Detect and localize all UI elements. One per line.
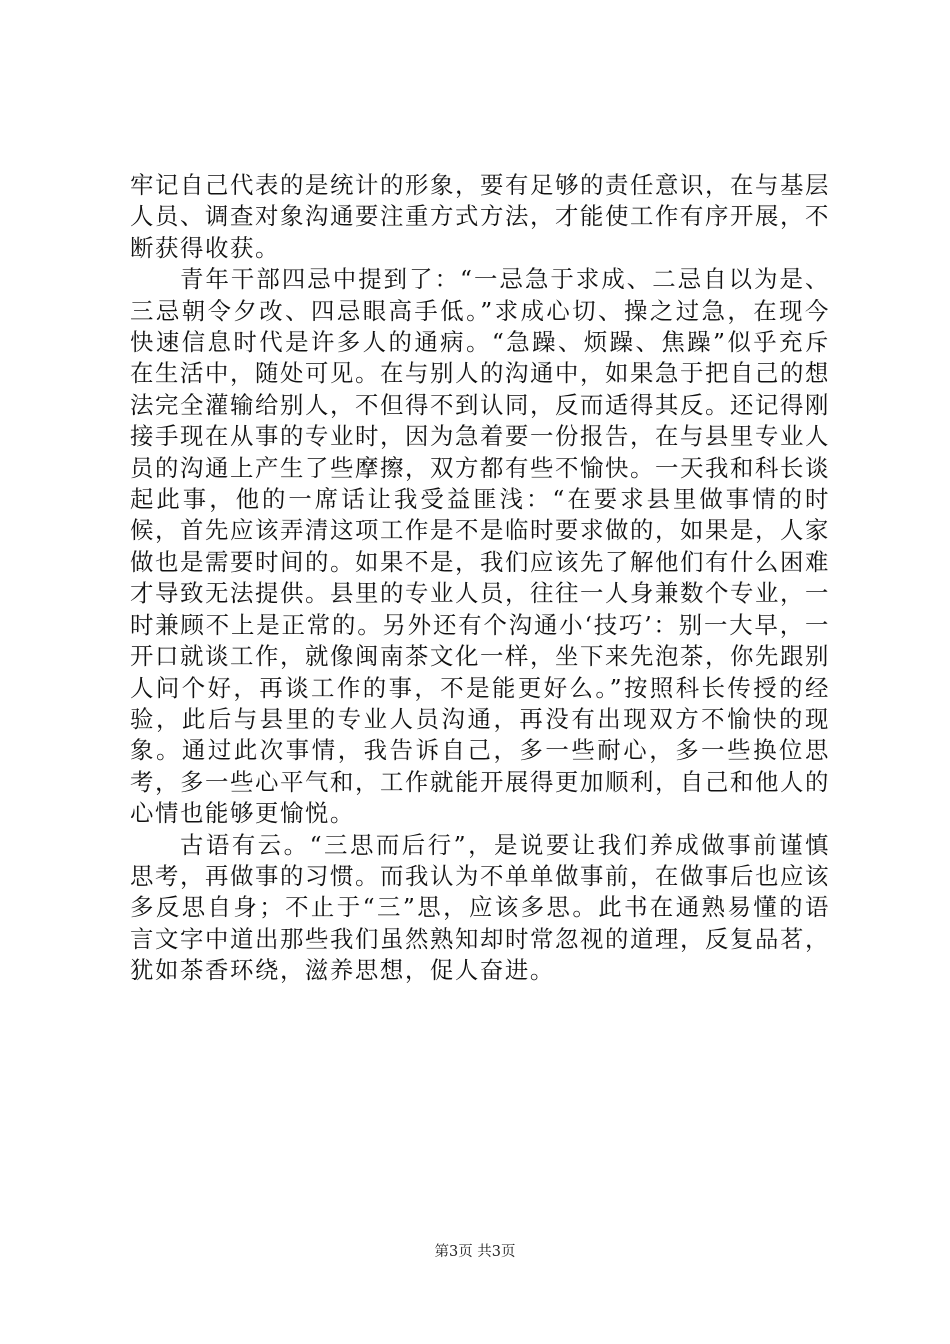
page-footer: 第3页 共3页 <box>434 1244 516 1260</box>
paragraph-youth-cadres: 青年干部四忌中提到了：“一忌急于求成、二忌自以为是、三忌朝令夕改、四忌眼高手低。”求成心切、操之过急，在现今快速信息时代是许多人的通病。“急躁、烦躁、焦躁”似乎充斥在生活中，随处可见。在与别人的沟通中，如果急于把自己的想法完全灌输给别人，不但得不到认同，反而适得其反。还记得刚接手现在从事的专业时，因为急着要一份报告，在与县里专业人员的沟通上产生了些摩擦，双方都有些不愉快。一天我和科长谈起此事，他的一席话让我受益匪浅：“在要求县里做事情的时候，首先应该弄清这项工作是不是临时要求做的，如果是，人家做也是需要时间的。如果不是，我们应该先了解他们有什么困难才导致无法提供。县里的专业人员，往往一人身兼数个专业，一时兼顾不上是正常的。另外还有个沟通小‘技巧’：别一大早，一开口就谈工作，就像闽南茶文化一样，坐下来先泡茶，你先跟别人问个好，再谈工作的事，不是能更好么。”按照科长传授的经验，此后与县里的专业人员沟通，再没有出现双方不愉快的现象。通过此次事情，我告诉自己，多一些耐心，多一些换位思考，多一些心平气和，工作就能开展得更加顺利，自己和他人的心情也能够更愉悦。 <box>130 265 830 828</box>
document-body <box>130 170 830 987</box>
paragraph-ancient-saying: 古语有云。“三思而后行”，是说要让我们养成做事前谨慎思考，再做事的习惯。而我认为不单单做事前，在做事后也应该多反思自身；不止于“三”思，应该多思。此书在通熟易懂的语言文字中道出那些我们虽然熟知却时常忽视的道理，反复品茗，犹如茶香环绕，滋养思想，促人奋进。 <box>130 830 830 985</box>
paragraph-continuation: 牢记自己代表的是统计的形象，要有足够的责任意识，在与基层人员、调查对象沟通要注重方式方法，才能使工作有序开展，不断获得收获。 <box>130 171 830 262</box>
